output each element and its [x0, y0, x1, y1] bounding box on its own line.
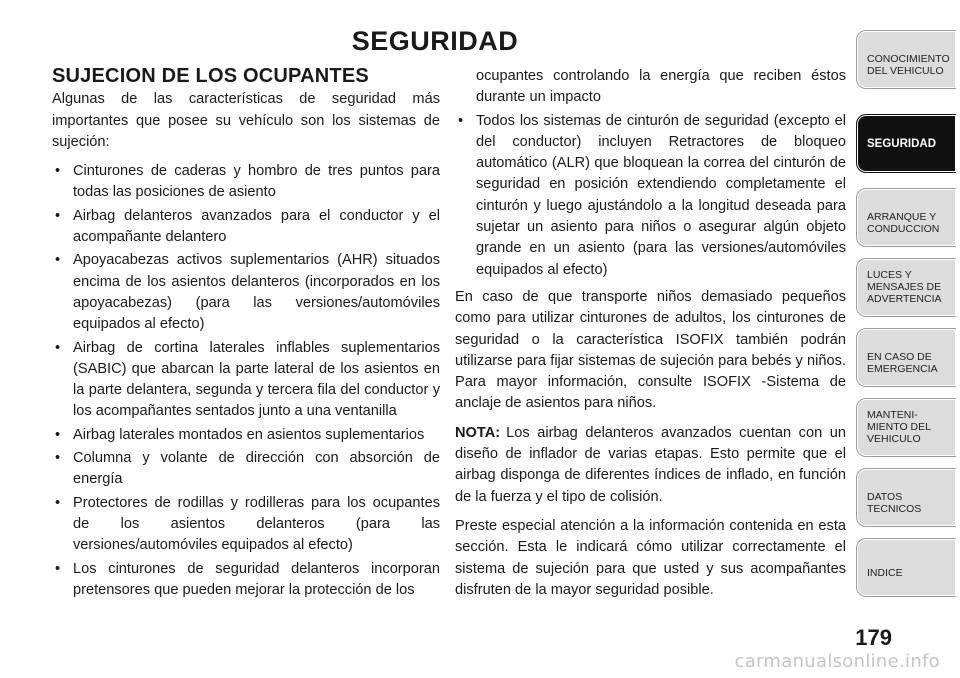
list-item: • Airbag de cortina laterales inflables suplementarios (SABIC) que abarcan la parte lateral de los asientos en la parte delantera, segunda y tercera fila del conductor y los acompañantes sentados junto a una ventanilla — [52, 338, 440, 423]
watermark: carmanualsonline.info — [734, 651, 940, 672]
page-number: 179 — [855, 625, 892, 650]
note-paragraph — [455, 423, 846, 508]
note-text: Los airbag delanteros avanzados cuentan con un diseño de inflador de varias etapas. Esto permite que el airbag disponga de diferentes índices de inflado, en función de la fuerza y el tipo de colisión. — [455, 424, 846, 505]
list-item-continuation: ocupantes controlando la energía que reciben éstos durante un impacto — [476, 68, 846, 106]
list-item: • Los cinturones de seguridad delanteros incorporan pretensores que pueden mejorar la protección de los — [52, 559, 440, 602]
tab-conocimiento-del-vehiculo[interactable]: CONOCIMIENTO DEL VEHICULO — [856, 30, 956, 89]
tab-arranque-y-conduccion[interactable]: ARRANQUE Y CONDUCCION — [856, 188, 956, 247]
restraint-features-list — [52, 161, 440, 601]
list-item: • Cinturones de caderas y hombro de tres puntos para todas las posiciones de asiento — [52, 161, 440, 204]
restraint-features-list-continued — [455, 66, 846, 281]
list-item: • Airbag laterales montados en asientos suplementarios — [52, 425, 440, 446]
tab-en-caso-de-emergencia[interactable]: EN CASO DE EMERGENCIA — [856, 328, 956, 387]
right-column — [455, 66, 846, 609]
list-item: • Apoyacabezas activos suplementarios (AHR) situados encima de los asientos delanteros (incorporados en los apoyacabezas) (para las versiones/automóviles equipados al efecto) — [52, 250, 440, 335]
tab-luces-y-mensajes[interactable]: LUCES Y MENSAJES DE ADVERTENCIA — [856, 258, 956, 317]
tab-datos-tecnicos[interactable]: DATOS TECNICOS — [856, 468, 956, 527]
left-column — [52, 66, 440, 609]
intro-paragraph: Algunas de las características de seguridad más importantes que posee su vehículo son los sistemas de sujeción: — [52, 91, 440, 150]
section-heading: SUJECION DE LOS OCUPANTES — [52, 65, 369, 87]
list-item: • Airbag delanteros avanzados para el conductor y el acompañante delantero — [52, 206, 440, 249]
note-label: NOTA: — [455, 424, 501, 441]
attention-paragraph: Preste especial atención a la información contenida en esta sección. Esta le indicará cómo utilizar correctamente el sistema de sujeción para que usted y sus acompañantes disfruten de la mayor seguridad posible. — [455, 517, 846, 598]
tab-seguridad[interactable]: SEGURIDAD — [856, 114, 956, 173]
list-item: • Columna y volante de dirección con absorción de energía — [52, 448, 440, 491]
list-item: • Protectores de rodillas y rodilleras para los ocupantes de los asientos delanteros (para las versiones/automóviles equipados al efecto) — [52, 493, 440, 557]
tab-indice[interactable]: INDICE — [856, 538, 956, 597]
list-item: • Todos los sistemas de cinturón de seguridad (excepto el del conductor) incluyen Retractores de bloqueo automático (ALR) que bloquean la correa del cinturón de seguridad en posición extendiendo completamente el cinturón y luego ajustándolo a la longitud deseada para sujetar un asiento para niños o asegurar algún objeto grande en un asiento (para las versiones/automóviles equipados al efecto) — [455, 111, 846, 281]
page-title: SEGURIDAD — [351, 26, 519, 56]
isofix-paragraph: En caso de que transporte niños demasiado pequeños como para utilizar cinturones de adultos, los cinturones de seguridad o la característica ISOFIX también podrán utilizarse para fijar sistemas de sujeción para bebés y niños. Para mayor información, consulte ISOFIX -Sistema de anclaje de asientos para niños. — [455, 288, 846, 412]
tab-mantenimiento[interactable]: MANTENI- MIENTO DEL VEHICULO — [856, 398, 956, 457]
